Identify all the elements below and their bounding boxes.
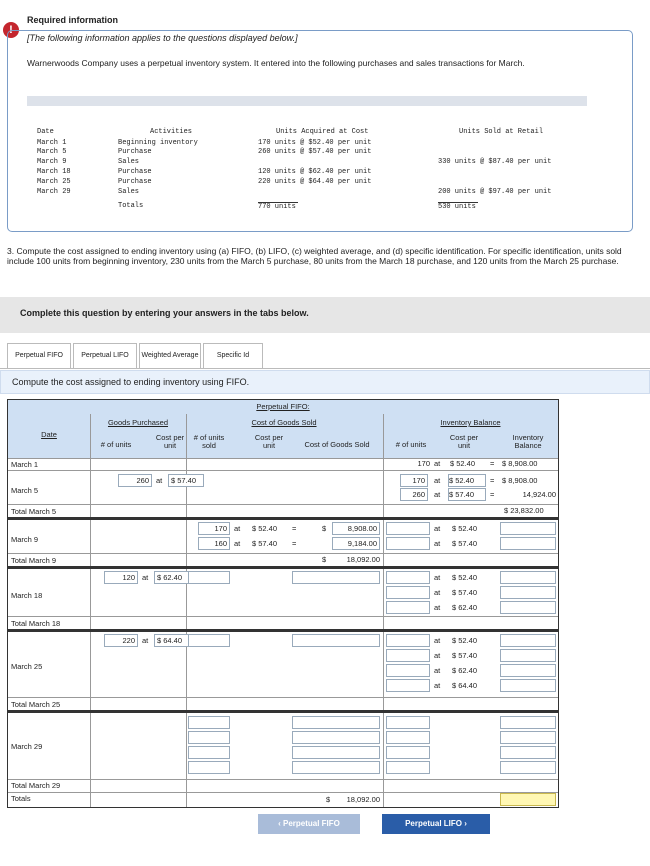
row-total-march-9: Total March 9 [11,556,57,565]
inventory-balance-title: Inventory Balance [440,418,501,427]
m18-inv-units-1[interactable] [386,571,430,584]
m29-inv-bal-4[interactable] [500,761,556,774]
tab-divider [0,368,650,369]
dollar-label: $ [326,795,331,804]
m29-inv-units-3[interactable] [386,746,430,759]
m25-inv-bal-2[interactable] [500,649,556,662]
m9-inv-cost-1: $ 52.40 [452,524,478,533]
t5-bal: $ 23,832.00 [504,506,544,515]
m9-inv-units-2[interactable] [386,537,430,550]
t9-cogs: 18,092.00 [346,555,380,564]
required-note: [The following information applies to the questions displayed below.] [27,33,298,43]
eq-label: = [292,524,297,533]
m9-sold-units-2[interactable]: 160 [198,537,230,550]
m5-inv-bal-2: 14,924.00 [522,490,556,499]
fifo-table [7,399,559,808]
at-label: at [434,588,441,597]
row-total-march-5: Total March 5 [11,507,57,516]
row-march-5: March 5 [11,486,39,495]
next-label: Perpetual LIFO [405,819,462,828]
m9-inv-units-1[interactable] [386,522,430,535]
txn-hdr-activities: Activities [150,128,193,136]
at-label: at [434,651,441,660]
txn-sold: 330 units @ $87.40 per unit [438,158,552,166]
m9-inv-bal-2[interactable] [500,537,556,550]
m29-sold-units-3[interactable] [188,746,230,759]
m18-sold-units[interactable] [188,571,230,584]
prev-label: Perpetual FIFO [282,819,340,828]
totals-inv-bal-input[interactable] [500,793,556,806]
units-hdr: # of units [100,440,132,449]
txn-activity: Purchase [118,168,152,176]
at-label: at [434,476,441,485]
m29-cogs-2[interactable] [292,731,380,744]
txn-activity: Sales [118,158,140,166]
eq-label: = [490,459,495,468]
at-label: at [434,573,441,582]
at-label: at [142,636,149,645]
m9-inv-bal-1[interactable] [500,522,556,535]
prev-button[interactable]: ‹ Perpetual FIFO [258,814,360,834]
m9-cogs-1[interactable]: 8,908.00 [332,522,380,535]
m25-sold-units[interactable] [188,634,230,647]
at-label: at [142,573,149,582]
at-label: at [434,603,441,612]
m25-inv-cost-4: $ 64.40 [452,681,478,690]
m5-inv-units-1[interactable]: 170 [400,474,428,487]
m25-inv-bal-3[interactable] [500,664,556,677]
txn-date: March 18 [37,168,71,176]
txn-date: March 29 [37,188,71,196]
date-hdr: Date [41,430,57,439]
inv-units-hdr: # of units [395,440,427,449]
txn-activity: Purchase [118,148,152,156]
m25-inv-bal-1[interactable] [500,634,556,647]
m1-inv-units: 170 [417,459,430,468]
goods-purchased-title: Goods Purchased [107,418,169,427]
m9-sold-cost-1: $ 52.40 [252,524,278,533]
m5-purch-units[interactable]: 260 [118,474,152,487]
txn-activity: Purchase [118,178,152,186]
m9-sold-cost-2: $ 57.40 [252,539,278,548]
totals-cogs: 18,092.00 [346,795,380,804]
instruction-text: Compute the cost assigned to ending inventory using FIFO. [12,377,250,387]
cogs-hdr: Cost of Goods Sold [304,440,370,449]
txn-totals-label: Totals [118,202,144,210]
txn-date: March 25 [37,178,71,186]
m25-inv-cost-2: $ 57.40 [452,651,478,660]
next-button[interactable]: Perpetual LIFO › [382,814,490,834]
m25-inv-units-1[interactable] [386,634,430,647]
at-label: at [434,681,441,690]
m18-inv-units-3[interactable] [386,601,430,614]
m18-inv-cost-3: $ 62.40 [452,603,478,612]
txn-acquired: 260 units @ $57.40 per unit [258,148,372,156]
row-total-march-25: Total March 25 [11,700,61,709]
txn-header-bar [27,96,587,106]
m29-inv-bal-2[interactable] [500,731,556,744]
required-text: Warnerwoods Company uses a perpetual inventory system. It entered into the following purchases and sales transactions for March. [27,58,525,68]
txn-date: March 1 [37,139,67,147]
txn-sold: 200 units @ $97.40 per unit [438,188,552,196]
m29-inv-units-1[interactable] [386,716,430,729]
tab-specific-id[interactable]: Specific Id [203,343,263,368]
m29-cogs-4[interactable] [292,761,380,774]
txn-date: March 5 [37,148,67,156]
m18-inv-bal-1[interactable] [500,571,556,584]
m18-inv-bal-2[interactable] [500,586,556,599]
at-label: at [434,459,441,468]
m25-inv-units-2[interactable] [386,649,430,662]
txn-hdr-acquired: Units Acquired at Cost [276,128,369,136]
m25-inv-cost-3: $ 62.40 [452,666,478,675]
m29-inv-units-4[interactable] [386,761,430,774]
txn-acquired: 220 units @ $64.40 per unit [258,178,372,186]
row-total-march-18: Total March 18 [11,619,61,628]
row-march-1: March 1 [11,460,39,469]
m29-inv-bal-3[interactable] [500,746,556,759]
m5-inv-bal-1: $ 8,908.00 [502,476,538,485]
inv-cost-per-unit-hdr: Cost per unit [449,433,479,450]
m18-cogs[interactable] [292,571,380,584]
tab-perpetual-fifo[interactable]: Perpetual FIFO [7,343,71,368]
row-march-29: March 29 [11,742,43,751]
alert-icon: ! [3,22,19,38]
tab-perpetual-lifo[interactable]: Perpetual LIFO [73,343,137,368]
m29-cogs-3[interactable] [292,746,380,759]
m18-inv-bal-3[interactable] [500,601,556,614]
row-totals: Totals [11,794,31,803]
m25-purch-units[interactable]: 220 [104,634,138,647]
m18-inv-cost-2: $ 57.40 [452,588,478,597]
at-label: at [156,476,163,485]
at-label: at [434,539,441,548]
txn-total-acquired: 770 units [258,202,298,211]
units-sold-hdr: # of units sold [193,433,225,450]
m5-purch-cost[interactable]: $ 57.40 [168,474,204,487]
txn-total-sold: 530 units [438,202,478,211]
txn-acquired: 120 units @ $62.40 per unit [258,168,372,176]
at-label: at [434,524,441,533]
m25-inv-cost-1: $ 52.40 [452,636,478,645]
m25-purch-cost[interactable]: $ 64.40 [154,634,190,647]
m9-inv-cost-2: $ 57.40 [452,539,478,548]
cogs-title: Cost of Goods Sold [251,418,317,427]
eq-label: = [490,490,495,499]
question-text: 3. Compute the cost assigned to ending inventory using (a) FIFO, (b) LIFO, (c) weighted average, and (d) specific identification. For specific identification, units sold include 100 units from beginning inventory, 230 units from the March 5 purchase, 80 units from the March 18 purchase, and 120 units from the March 25 purchase. [7,246,622,266]
row-march-25: March 25 [11,662,43,671]
txn-hdr-date: Date [37,128,54,136]
m5-inv-units-2[interactable]: 260 [400,488,428,501]
m25-cogs[interactable] [292,634,380,647]
complete-text: Complete this question by entering your answers in the tabs below. [20,308,309,318]
txn-activity: Sales [118,188,140,196]
m25-inv-units-4[interactable] [386,679,430,692]
m25-inv-bal-4[interactable] [500,679,556,692]
m9-cogs-2[interactable]: 9,184.00 [332,537,380,550]
m29-sold-units-2[interactable] [188,731,230,744]
row-march-9: March 9 [11,535,39,544]
at-label: at [434,636,441,645]
cogs-cost-per-unit-hdr: Cost per unit [254,433,284,450]
m29-cogs-1[interactable] [292,716,380,729]
at-label: at [434,490,441,499]
eq-label: = [490,476,495,485]
txn-activity: Beginning inventory [118,139,198,147]
tab-weighted-average[interactable]: Weighted Average [139,343,201,368]
m29-inv-bal-1[interactable] [500,716,556,729]
m1-inv-cost: $ 52.40 [450,459,476,468]
m9-sold-units-1[interactable]: 170 [198,522,230,535]
m29-sold-units-1[interactable] [188,716,230,729]
m25-inv-units-3[interactable] [386,664,430,677]
txn-acquired: 170 units @ $52.40 per unit [258,139,372,147]
row-total-march-29: Total March 29 [11,781,61,790]
cost-per-unit-hdr: Cost per unit [155,433,185,450]
required-title: Required information [27,15,119,25]
txn-date: March 9 [37,158,67,166]
dollar-label: $ [322,524,327,533]
m29-sold-units-4[interactable] [188,761,230,774]
txn-hdr-sold: Units Sold at Retail [459,128,544,136]
m18-purch-cost[interactable]: $ 62.40 [154,571,190,584]
at-label: at [434,666,441,675]
at-label: at [234,539,241,548]
grid-title: Perpetual FIFO: [256,402,310,411]
m5-inv-cost-2[interactable]: $ 57.40 [448,488,486,501]
m29-inv-units-2[interactable] [386,731,430,744]
dollar-label: $ [322,555,327,564]
m18-purch-units[interactable]: 120 [104,571,138,584]
m5-inv-cost-1[interactable]: $ 52.40 [448,474,486,487]
m18-inv-cost-1: $ 52.40 [452,573,478,582]
m18-inv-units-2[interactable] [386,586,430,599]
row-march-18: March 18 [11,591,43,600]
at-label: at [234,524,241,533]
inv-balance-hdr: Inventory Balance [512,433,544,450]
eq-label: = [292,539,297,548]
m1-inv-bal: $ 8,908.00 [502,459,538,468]
